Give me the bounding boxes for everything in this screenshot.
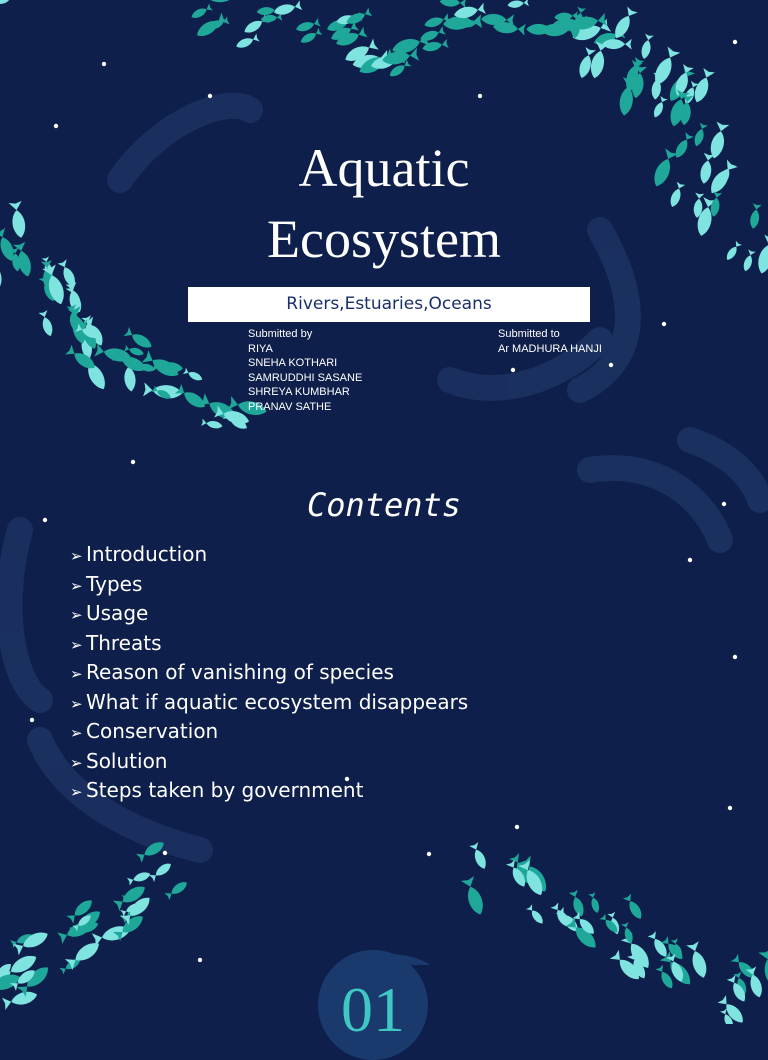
- star: [163, 851, 167, 855]
- submitter-name: SNEHA KOTHARI: [248, 357, 338, 369]
- list-item: [70, 776, 468, 806]
- list-item-text: Types: [86, 571, 143, 596]
- fish-icon: [526, 904, 546, 926]
- star: [688, 558, 692, 562]
- fish-icon: [127, 870, 152, 886]
- list-item: [70, 747, 468, 777]
- arrow-bullet-icon: ➢: [70, 635, 83, 654]
- fish-icon: [175, 384, 208, 412]
- submitted-by-label: Submitted by: [248, 328, 313, 340]
- star: [511, 368, 515, 372]
- title-line-1: Aquatic: [298, 138, 470, 198]
- arrow-bullet-icon: ➢: [70, 606, 83, 624]
- list-item: [70, 599, 468, 629]
- list-item: [70, 717, 468, 747]
- fish-icon: [569, 890, 587, 918]
- list-item: [70, 570, 468, 600]
- title-line-2: Ecosystem: [267, 209, 501, 269]
- star: [198, 958, 202, 962]
- fish-icon: [201, 419, 223, 430]
- list-item: [70, 629, 468, 659]
- list-item-text: Introduction: [86, 542, 208, 566]
- star: [662, 322, 666, 326]
- star: [102, 62, 106, 66]
- arrow-bullet-icon: ➢: [70, 783, 83, 801]
- recipient-name: Ar MADHURA HANJI: [498, 342, 602, 355]
- fish-icon: [235, 34, 260, 51]
- fish-icon: [124, 327, 155, 351]
- fish-icon: [164, 879, 189, 900]
- subtitle: Rivers,Estuaries,Oceans: [286, 294, 492, 314]
- fish-icon: [507, 0, 529, 9]
- fish-icon: [0, 0, 9, 4]
- arrow-bullet-icon: ➢: [70, 724, 83, 742]
- star: [733, 40, 737, 44]
- list-item: [70, 658, 468, 688]
- star: [54, 124, 58, 128]
- list-item: [70, 540, 468, 570]
- fish-icon: [206, 0, 246, 4]
- list-item-text: Conservation: [86, 719, 219, 743]
- subtitle-banner: [188, 287, 590, 322]
- star: [728, 806, 732, 810]
- fish-icon: [461, 876, 487, 917]
- star: [208, 94, 212, 98]
- fish-icon: [295, 18, 321, 34]
- submitted-to-label: Submitted to: [498, 328, 560, 340]
- fish-icon: [149, 860, 174, 882]
- star: [131, 460, 135, 464]
- fish-icon: [190, 3, 213, 20]
- fish-icon: [273, 0, 303, 17]
- fish-icon: [648, 931, 671, 959]
- fish-icon: [38, 310, 54, 337]
- star: [30, 718, 34, 722]
- arrow-bullet-icon: ➢: [70, 547, 83, 565]
- fish-icon: [588, 892, 601, 914]
- fish-icon: [746, 966, 765, 998]
- contents-list: [70, 540, 468, 806]
- list-item-text: Steps taken by government: [86, 778, 364, 802]
- star: [515, 825, 519, 829]
- fish-icon: [183, 368, 204, 383]
- list-item-text: Threats: [86, 630, 162, 655]
- submitter-name: SAMRUDDHI SASANE: [248, 371, 363, 384]
- contents-heading: Contents: [306, 486, 462, 524]
- fish-icon: [2, 989, 39, 1010]
- page-number: 01: [341, 974, 405, 1045]
- arrow-bullet-icon: ➢: [70, 576, 83, 595]
- fish-icon: [651, 96, 667, 119]
- list-item-text: What if aquatic ecosystem disappears: [86, 689, 469, 714]
- list-item-text: Reason of vanishing of species: [86, 660, 394, 684]
- submitter-name: RIYA: [248, 342, 273, 355]
- submitter-name: PRANAV SATHE: [248, 400, 332, 413]
- submitter-name: SHREYA KUMBHAR: [248, 386, 350, 398]
- star: [733, 655, 737, 659]
- star: [478, 94, 482, 98]
- fish-icon: [439, 0, 466, 8]
- list-item-text: Solution: [86, 748, 168, 773]
- fish-icon: [640, 34, 654, 60]
- arrow-bullet-icon: ➢: [70, 665, 83, 683]
- star: [427, 852, 431, 856]
- fish-icon: [623, 894, 645, 922]
- fish-icon: [469, 842, 489, 871]
- list-item: [70, 688, 468, 718]
- list-item-text: Usage: [86, 601, 149, 625]
- page-number-badge: [318, 950, 428, 1060]
- submitted-by-block: [248, 327, 362, 414]
- star: [609, 363, 613, 367]
- submitted-to-block: [498, 327, 602, 356]
- arrow-bullet-icon: ➢: [70, 694, 83, 713]
- fish-icon: [686, 941, 710, 980]
- arrow-bullet-icon: ➢: [70, 753, 83, 772]
